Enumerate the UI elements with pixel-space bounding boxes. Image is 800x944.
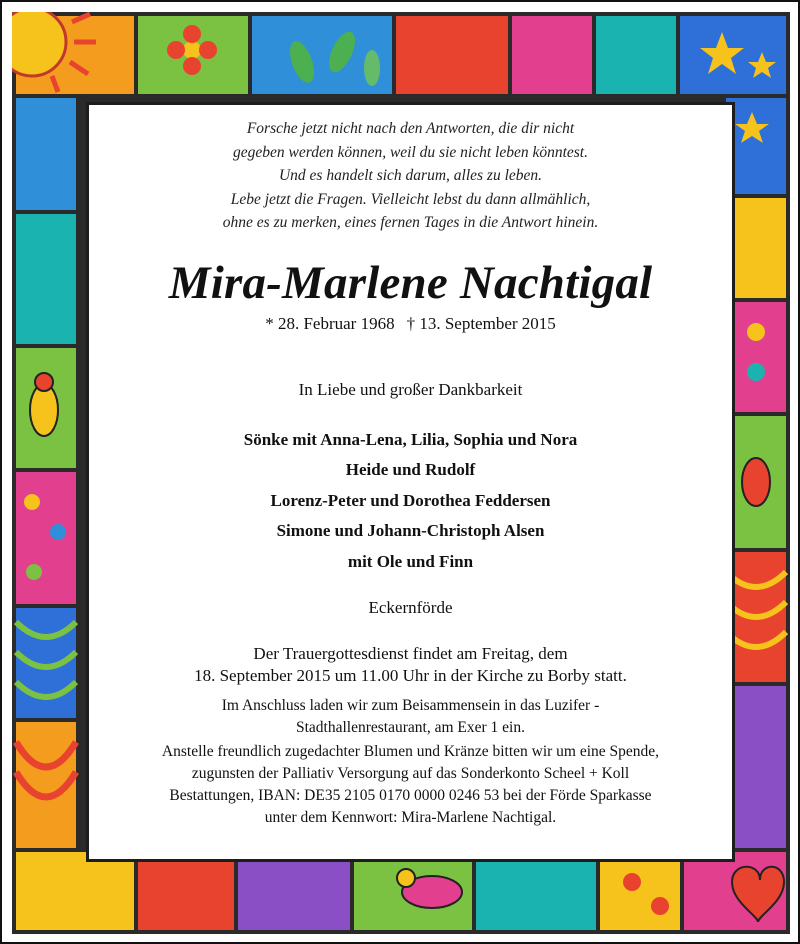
donation-line: zugunsten der Palliativ Versorgung auf das Sonderkonto Scheel + Koll — [191, 765, 630, 782]
place-name: Eckernförde — [368, 598, 453, 617]
family-member: Simone und Johann-Christoph Alsen — [276, 521, 545, 540]
death-date: † 13. September 2015 — [406, 313, 556, 333]
donation-info — [89, 741, 732, 829]
family-list — [89, 425, 732, 578]
life-dates — [89, 313, 732, 335]
quote-line: Lebe jetzt die Fragen. Vielleicht lebst du dann allmählich, — [230, 190, 591, 208]
donation-line: Bestattungen, IBAN: DE35 2105 0170 0000 0246 53 bei der Förde Sparkasse — [169, 787, 652, 804]
service-info — [89, 643, 732, 687]
quote-line: Forsche jetzt nicht nach den Antworten, die dir nicht — [246, 120, 575, 137]
birth-date: * 28. Februar 1968 — [265, 313, 395, 333]
family-member: Heide und Rudolf — [345, 460, 476, 479]
family-member: mit Ole und Finn — [347, 551, 474, 571]
text-panel — [89, 105, 732, 859]
gathering-info — [89, 695, 732, 739]
service-line: 18. September 2015 um 11.00 Uhr in der Kirche zu Borby statt. — [194, 666, 627, 685]
donation-line: unter dem Kennwort: Mira-Marlene Nachtigal. — [264, 809, 557, 826]
dedication-line: In Liebe und großer Dankbarkeit — [298, 379, 523, 399]
gathering-line: Stadthallenrestaurant, am Exer 1 ein. — [296, 719, 525, 736]
quote-line: gegeben werden können, weil du sie nicht leben könntest. — [233, 143, 588, 161]
donation-line: Anstelle freundlich zugedachter Blumen und Kränze bitten wir um eine Spende, — [161, 743, 660, 760]
gathering-line: Im Anschluss laden wir zum Beisammensein in das Luzifer - — [221, 697, 600, 714]
decorative-frame — [12, 12, 790, 934]
family-member: Lorenz-Peter und Dorothea Feddersen — [270, 490, 551, 510]
quote-line: Und es handelt sich darum, alles zu leben. — [278, 167, 543, 184]
deceased-name: Mira-Marlene Nachtigal — [168, 256, 653, 309]
quote-block — [89, 117, 732, 235]
quote-line: ohne es zu merken, eines fernen Tages in die Antwort hinein. — [222, 214, 599, 231]
family-member: Sönke mit Anna-Lena, Lilia, Sophia und Nora — [243, 429, 578, 449]
service-line: Der Trauergottesdienst findet am Freitag, dem — [253, 644, 568, 663]
